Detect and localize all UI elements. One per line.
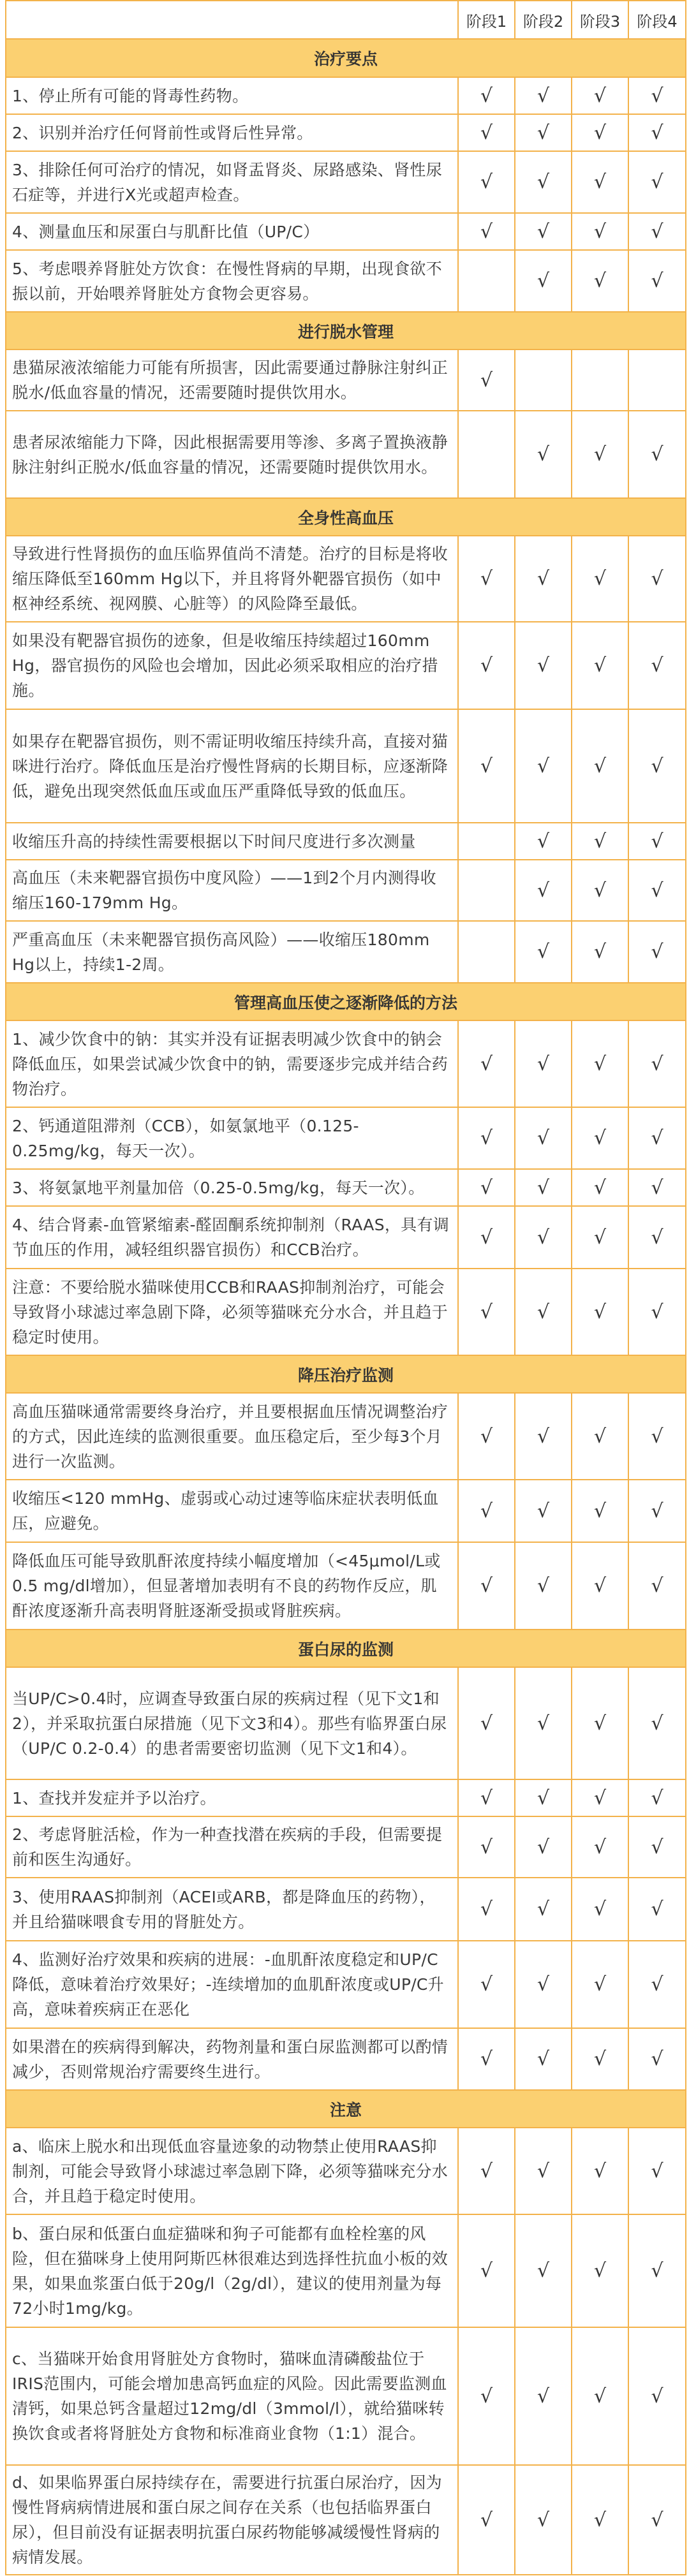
table-row bbox=[6, 860, 685, 922]
check-mark-icon: √ bbox=[651, 1127, 663, 1149]
check-mark-icon: √ bbox=[515, 1269, 572, 1355]
check-mark-icon: √ bbox=[459, 710, 515, 822]
check-mark-icon: √ bbox=[651, 2260, 663, 2282]
check-mark-icon: √ bbox=[515, 710, 572, 822]
check-mark-icon: √ bbox=[651, 171, 663, 193]
check-mark-icon: √ bbox=[459, 622, 515, 709]
check-mark-icon: √ bbox=[515, 1394, 572, 1479]
table-row bbox=[6, 622, 685, 710]
check-mark-icon: √ bbox=[651, 654, 663, 677]
check-mark-icon: √ bbox=[572, 922, 629, 982]
check-mark-icon: √ bbox=[651, 754, 663, 777]
check-mark-icon: √ bbox=[572, 411, 629, 497]
check-mark-icon: √ bbox=[651, 2160, 663, 2182]
check-mark-icon: √ bbox=[515, 2128, 572, 2214]
row-description: 2、钙通道阻滞剂（CCB），如氨氯地平（0.125-0.25mg/kg，每天一次）。 bbox=[6, 1108, 459, 1168]
check-mark-icon: √ bbox=[572, 152, 629, 212]
check-mark-icon: √ bbox=[459, 1878, 515, 1940]
check-mark-icon: √ bbox=[459, 1780, 515, 1816]
check-mark-icon: √ bbox=[459, 1207, 515, 1268]
row-description: 如果潜在的疾病得到解决，药物剂量和蛋白尿监测都可以酌情减少，否则常规治疗需要终生进行。 bbox=[6, 2029, 459, 2089]
check-mark-icon: √ bbox=[651, 2508, 663, 2531]
section-header: 注意 bbox=[6, 2091, 685, 2128]
check-mark-icon: √ bbox=[651, 220, 663, 243]
table-row bbox=[6, 115, 685, 152]
empty-stage-cell bbox=[515, 350, 572, 410]
stage-header-2: 阶段2 bbox=[515, 1, 572, 38]
row-description: 当UP/C>0.4时，应调查导致蛋白尿的疾病过程（见下文1和2），并采取抗蛋白尿措施（见下文3和4）。那些有临界蛋白尿（UP/C 0.2-0.4）的患者需要密切监测（见下文1和4）。 bbox=[6, 1668, 459, 1779]
empty-stage-cell bbox=[459, 251, 515, 311]
row-description: 1、停止所有可能的肾毒性药物。 bbox=[6, 78, 459, 114]
check-mark-icon: √ bbox=[515, 622, 572, 709]
check-mark-icon: √ bbox=[515, 1543, 572, 1629]
check-mark-icon: √ bbox=[515, 214, 572, 249]
check-mark-icon: √ bbox=[651, 1425, 663, 1448]
check-mark-icon: √ bbox=[572, 1269, 629, 1355]
check-mark-icon: √ bbox=[651, 1499, 663, 1522]
check-mark-icon: √ bbox=[572, 2215, 629, 2327]
check-mark-icon: √ bbox=[459, 536, 515, 621]
table-row bbox=[6, 1878, 685, 1941]
check-mark-icon: √ bbox=[572, 622, 629, 709]
check-mark-icon: √ bbox=[572, 1394, 629, 1479]
check-mark-icon: √ bbox=[515, 251, 572, 311]
row-description: 3、将氨氯地平剂量加倍（0.25-0.5mg/kg，每天一次）。 bbox=[6, 1170, 459, 1205]
row-description: 1、减少饮食中的钠：其实并没有证据表明减少饮食中的钠会降低血压，如果尝试减少饮食中的钠，需要逐步完成并结合药物治疗。 bbox=[6, 1021, 459, 1107]
check-mark-icon: √ bbox=[572, 1021, 629, 1107]
table-row bbox=[6, 350, 685, 411]
check-mark-icon: √ bbox=[515, 1170, 572, 1205]
table-row bbox=[6, 214, 685, 251]
stage-header-4: 阶段4 bbox=[637, 12, 678, 31]
check-mark-icon: √ bbox=[459, 1480, 515, 1542]
row-description: 患者尿浓缩能力下降，因此根据需要用等渗、多离子置换液静脉注射纠正脱水/低血容量的情况，还需要随时提供饮用水。 bbox=[6, 411, 459, 497]
check-mark-icon: √ bbox=[515, 115, 572, 151]
row-description: 导致进行性肾损伤的血压临界值尚不清楚。治疗的目标是将收缩压降低至160mm Hg以下，并且将肾外靶器官损伤（如中枢神经系统、视网膜、心脏等）的风险降至最低。 bbox=[6, 536, 459, 621]
check-mark-icon: √ bbox=[515, 1941, 572, 2028]
row-description: 高血压（未来靶器官损伤中度风险）——1到2个月内测得收缩压160-179mm Hg。 bbox=[6, 860, 459, 920]
check-mark-icon: √ bbox=[459, 2466, 515, 2574]
check-mark-icon: √ bbox=[651, 1226, 663, 1249]
check-mark-icon: √ bbox=[572, 78, 629, 114]
check-mark-icon: √ bbox=[651, 2385, 663, 2408]
check-mark-icon: √ bbox=[572, 2466, 629, 2574]
check-mark-icon: √ bbox=[651, 1176, 663, 1199]
row-description: 1、查找并发症并予以治疗。 bbox=[6, 1780, 459, 1816]
empty-stage-cell bbox=[459, 411, 515, 497]
row-description: 高血压猫咪通常需要终身治疗，并且要根据血压情况调整治疗的方式，因此连续的监测很重要。血压稳定后，至少每3个月进行一次监测。 bbox=[6, 1394, 459, 1479]
check-mark-icon: √ bbox=[515, 411, 572, 497]
check-mark-icon: √ bbox=[572, 115, 629, 151]
check-mark-icon: √ bbox=[459, 1394, 515, 1479]
table-row bbox=[6, 1170, 685, 1207]
stage-header-1: 阶段1 bbox=[459, 1, 515, 38]
row-description: 4、结合肾素-血管紧缩素-醛固酮系统抑制剂（RAAS，具有调节血压的作用，减轻组织器官损伤）和CCB治疗。 bbox=[6, 1207, 459, 1268]
check-mark-icon: √ bbox=[572, 1108, 629, 1168]
table-row bbox=[6, 1780, 685, 1817]
check-mark-icon: √ bbox=[651, 1300, 663, 1323]
check-mark-icon: √ bbox=[651, 1898, 663, 1920]
check-mark-icon: √ bbox=[572, 1543, 629, 1629]
check-mark-icon: √ bbox=[459, 2215, 515, 2327]
header-blank-cell bbox=[6, 1, 459, 38]
check-mark-icon: √ bbox=[651, 1712, 663, 1735]
check-mark-icon: √ bbox=[651, 1052, 663, 1075]
row-description: 患猫尿液浓缩能力可能有所损害，因此需要通过静脉注射纠正脱水/低血容量的情况，还需要随时提供饮用水。 bbox=[6, 350, 459, 410]
check-mark-icon: √ bbox=[515, 823, 572, 859]
table-row bbox=[6, 411, 685, 499]
check-mark-icon: √ bbox=[515, 922, 572, 982]
check-mark-icon: √ bbox=[572, 823, 629, 859]
check-mark-icon: √ bbox=[572, 860, 629, 920]
check-mark-icon: √ bbox=[459, 1269, 515, 1355]
row-description: 4、测量血压和尿蛋白与肌酐比值（UP/C） bbox=[6, 214, 459, 249]
check-mark-icon: √ bbox=[459, 115, 515, 151]
table-row bbox=[6, 1480, 685, 1543]
row-description: 3、使用RAAS抑制剂（ACEI或ARB，都是降血压的药物），并且给猫咪喂食专用的肾脏处方。 bbox=[6, 1878, 459, 1940]
section-header: 治疗要点 bbox=[6, 40, 685, 78]
table-row bbox=[6, 1668, 685, 1780]
table-row bbox=[6, 2029, 685, 2091]
table-row bbox=[6, 2466, 685, 2575]
check-mark-icon: √ bbox=[572, 2029, 629, 2089]
check-mark-icon: √ bbox=[651, 84, 663, 107]
empty-stage-cell bbox=[459, 860, 515, 920]
table-row bbox=[6, 710, 685, 823]
check-mark-icon: √ bbox=[459, 1021, 515, 1107]
table-row bbox=[6, 2215, 685, 2328]
check-mark-icon: √ bbox=[515, 1021, 572, 1107]
row-description: 降低血压可能导致肌酐浓度持续小幅度增加（<45μmol/L或0.5 mg/dl增加），但显著增加表明有不良的药物作反应，肌酐浓度逐渐升高表明肾脏逐渐受损或肾脏疾病。 bbox=[6, 1543, 459, 1629]
check-mark-icon: √ bbox=[515, 1480, 572, 1542]
check-mark-icon: √ bbox=[459, 152, 515, 212]
check-mark-icon: √ bbox=[572, 710, 629, 822]
check-mark-icon: √ bbox=[572, 536, 629, 621]
check-mark-icon: √ bbox=[572, 1480, 629, 1542]
row-description: 如果没有靶器官损伤的迹象，但是收缩压持续超过160mm Hg，器官损伤的风险也会增加，因此必须采取相应的治疗措施。 bbox=[6, 622, 459, 709]
stage-header-3: 阶段3 bbox=[572, 1, 629, 38]
check-mark-icon: √ bbox=[459, 1170, 515, 1205]
check-mark-icon: √ bbox=[459, 78, 515, 114]
check-mark-icon: √ bbox=[651, 830, 663, 853]
check-mark-icon: √ bbox=[572, 1668, 629, 1779]
table-row bbox=[6, 922, 685, 983]
check-mark-icon: √ bbox=[572, 1941, 629, 2028]
check-mark-icon: √ bbox=[515, 78, 572, 114]
row-description: 2、识别并治疗任何肾前性或肾后性异常。 bbox=[6, 115, 459, 151]
table-row bbox=[6, 152, 685, 214]
table-row bbox=[6, 823, 685, 860]
check-mark-icon: √ bbox=[515, 1207, 572, 1268]
table-row bbox=[6, 1207, 685, 1269]
check-mark-icon: √ bbox=[651, 121, 663, 144]
check-mark-icon: √ bbox=[651, 270, 663, 292]
section-header: 进行脱水管理 bbox=[6, 313, 685, 350]
check-mark-icon: √ bbox=[572, 2128, 629, 2214]
check-mark-icon: √ bbox=[651, 941, 663, 963]
check-mark-icon: √ bbox=[651, 1575, 663, 1597]
section-header: 管理高血压使之逐渐降低的方法 bbox=[6, 983, 685, 1021]
empty-stage-cell bbox=[572, 350, 629, 410]
check-mark-icon: √ bbox=[515, 2466, 572, 2574]
check-mark-icon: √ bbox=[572, 214, 629, 249]
check-mark-icon: √ bbox=[572, 1170, 629, 1205]
table-row bbox=[6, 1108, 685, 1170]
section-header: 蛋白尿的监测 bbox=[6, 1630, 685, 1668]
check-mark-icon: √ bbox=[651, 443, 663, 466]
row-description: a、临床上脱水和出现低血容量迹象的动物禁止使用RAAS抑制剂，可能会导致肾小球滤过率急剧下降，必须等猫咪充分水合，并且趋于稳定时使用。 bbox=[6, 2128, 459, 2214]
row-description: 5、考虑喂养肾脏处方饮食：在慢性肾病的早期，出现食欲不振以前，开始喂养肾脏处方食物会更容易。 bbox=[6, 251, 459, 311]
check-mark-icon: √ bbox=[459, 1668, 515, 1779]
row-description: c、当猫咪开始食用肾脏处方食物时，猫咪血清磷酸盐位于IRIS范围内，可能会增加患高钙血症的风险。因此需要监测血清钙，如果总钙含量超过12mg/dl（3mmol/l），就给猫咪转换饮食或者将肾脏处方食物和标准商业食物（1:1）混合。 bbox=[6, 2328, 459, 2464]
check-mark-icon: √ bbox=[572, 2328, 629, 2464]
row-description: 如果存在靶器官损伤，则不需证明收缩压持续升高，直接对猫咪进行治疗。降低血压是治疗慢性肾病的长期目标，应逐渐降低，避免出现突然低血压或血压严重降低导致的低血压。 bbox=[6, 710, 459, 822]
table-header-row bbox=[6, 0, 685, 40]
check-mark-icon: √ bbox=[459, 2029, 515, 2089]
row-description: 收缩压升高的持续性需要根据以下时间尺度进行多次测量 bbox=[6, 823, 459, 859]
check-mark-icon: √ bbox=[651, 1973, 663, 1996]
row-description: d、如果临界蛋白尿持续存在，需要进行抗蛋白尿治疗，因为慢性肾病病情进展和蛋白尿之间存在关系（也包括临界蛋白尿），但目前没有证据表明抗蛋白尿药物能够减缓慢性肾病的病情发展。 bbox=[6, 2466, 459, 2574]
table-row bbox=[6, 536, 685, 622]
section-header: 降压治疗监测 bbox=[6, 1356, 685, 1394]
table-row bbox=[6, 1269, 685, 1356]
table-row bbox=[6, 2128, 685, 2215]
table-row bbox=[6, 1941, 685, 2029]
check-mark-icon: √ bbox=[515, 1108, 572, 1168]
check-mark-icon: √ bbox=[515, 1780, 572, 1816]
check-mark-icon: √ bbox=[651, 568, 663, 590]
row-description: 注意：不要给脱水猫咪使用CCB和RAAS抑制剂治疗，可能会导致肾小球滤过率急剧下降，必须等猫咪充分水合，并且趋于稳定时使用。 bbox=[6, 1269, 459, 1355]
check-mark-icon: √ bbox=[459, 2128, 515, 2214]
section-header: 全身性高血压 bbox=[6, 499, 685, 536]
check-mark-icon: √ bbox=[459, 2328, 515, 2464]
check-mark-icon: √ bbox=[651, 1786, 663, 1809]
row-description: 3、排除任何可治疗的情况，如肾盂肾炎、尿路感染、肾性尿石症等，并进行X光或超声检查。 bbox=[6, 152, 459, 212]
table-row bbox=[6, 1543, 685, 1630]
row-description: 严重高血压（未来靶器官损伤高风险）——收缩压180mm Hg以上，持续1-2周。 bbox=[6, 922, 459, 982]
table-row bbox=[6, 2328, 685, 2466]
check-mark-icon: √ bbox=[515, 2328, 572, 2464]
check-mark-icon: √ bbox=[572, 251, 629, 311]
empty-stage-cell bbox=[459, 922, 515, 982]
check-mark-icon: √ bbox=[459, 350, 515, 410]
check-mark-icon: √ bbox=[572, 1817, 629, 1877]
row-description: b、蛋白尿和低蛋白血症猫咪和狗子可能都有血栓栓塞的风险，但在猫咪身上使用阿斯匹林很难达到选择性抗血小板的效果，如果血浆蛋白低于20g/l（2g/dl），建议的使用剂量为每72小时1mg/kg。 bbox=[6, 2215, 459, 2327]
empty-stage-cell bbox=[459, 823, 515, 859]
check-mark-icon: √ bbox=[459, 1108, 515, 1168]
table-row bbox=[6, 78, 685, 115]
ckd-treatment-table bbox=[5, 0, 686, 2575]
check-mark-icon: √ bbox=[572, 1207, 629, 1268]
check-mark-icon: √ bbox=[515, 2029, 572, 2089]
check-mark-icon: √ bbox=[651, 879, 663, 902]
check-mark-icon: √ bbox=[515, 536, 572, 621]
table-row bbox=[6, 1817, 685, 1878]
check-mark-icon: √ bbox=[459, 214, 515, 249]
table-row bbox=[6, 1394, 685, 1480]
check-mark-icon: √ bbox=[651, 2048, 663, 2070]
check-mark-icon: √ bbox=[515, 1878, 572, 1940]
check-mark-icon: √ bbox=[459, 1941, 515, 2028]
empty-stage-cell bbox=[629, 350, 685, 410]
check-mark-icon: √ bbox=[515, 2215, 572, 2327]
check-mark-icon: √ bbox=[459, 1817, 515, 1877]
table-row bbox=[6, 251, 685, 313]
row-description: 4、监测好治疗效果和疾病的进展：-血肌酐浓度稳定和UP/C降低，意味着治疗效果好；-连续增加的血肌酐浓度或UP/C升高，意味着疾病正在恶化 bbox=[6, 1941, 459, 2028]
row-description: 收缩压<120 mmHg、虚弱或心动过速等临床症状表明低血压，应避免。 bbox=[6, 1480, 459, 1542]
row-description: 2、考虑肾脏活检，作为一种查找潜在疾病的手段，但需要提前和医生沟通好。 bbox=[6, 1817, 459, 1877]
check-mark-icon: √ bbox=[515, 1668, 572, 1779]
check-mark-icon: √ bbox=[515, 860, 572, 920]
check-mark-icon: √ bbox=[515, 1817, 572, 1877]
table-row bbox=[6, 1021, 685, 1108]
check-mark-icon: √ bbox=[651, 1836, 663, 1858]
check-mark-icon: √ bbox=[572, 1878, 629, 1940]
check-mark-icon: √ bbox=[459, 1543, 515, 1629]
check-mark-icon: √ bbox=[572, 1780, 629, 1816]
check-mark-icon: √ bbox=[515, 152, 572, 212]
